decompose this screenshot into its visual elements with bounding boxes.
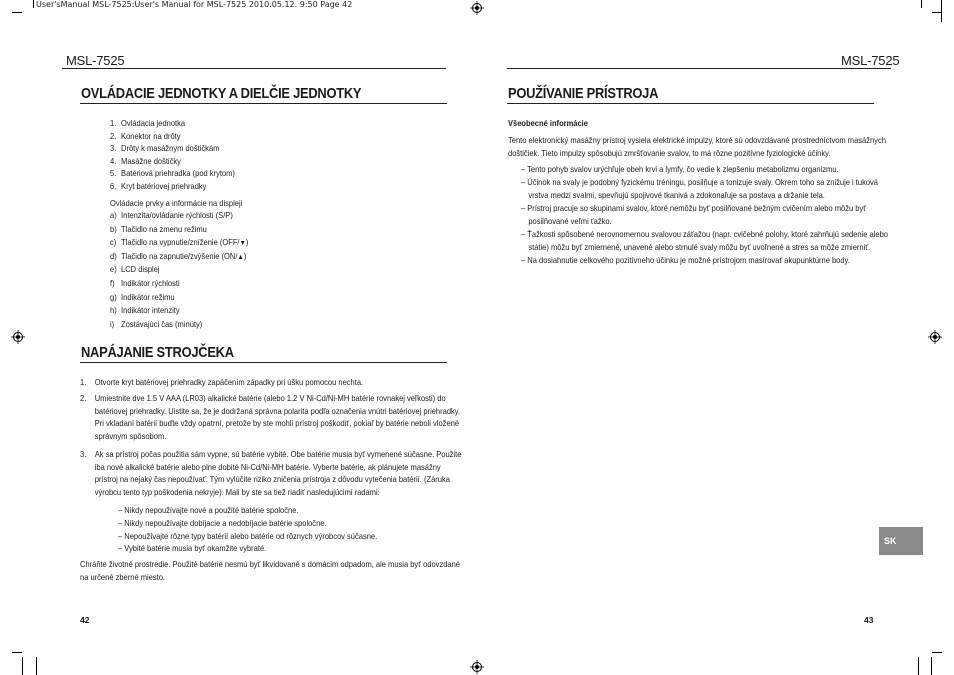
bullet-item: – Tento pohyb svalov urýchľuje obeh krvi a lymfy, čo vedie k zlepšeniu metabolizmu organizmu. (521, 165, 839, 174)
list-item: h) Indikátor intenzity (110, 306, 180, 316)
list-item: 3. Drôty k masážnym doštičkám (110, 144, 220, 153)
paragraph-line: na určené zberné miesto. (80, 572, 165, 582)
registration-mark-icon (470, 660, 484, 674)
language-tab: SK (879, 527, 923, 555)
crop-mark (921, 0, 922, 8)
list-item-continued: prístroj na nejaký čas nepoužívať. Tým vylúčite riziko zničenia prístroja z dôvodu vytečenia batérií. (Záruka (94, 475, 450, 484)
paragraph-line: Tento elektronický masážny prístroj vysiela elektrické impulzy, ktoré sú odovzdávané prostredníctvom masážnych (508, 136, 886, 145)
model-label-left: MSL-7525 (66, 53, 125, 68)
list-item-continued: batériovej priehradky. Uistite sa, že je dodržaná správna polarita podľa označenia vnútri batériovej priehradky. (94, 406, 461, 416)
list-item: 4. Masážne doštičky (110, 156, 181, 166)
header-rule-left (62, 68, 446, 69)
bullet-item: – Ťažkosti spôsobené nerovnomernou svalovou záťažou (napr. cvičebné polohy, ktoré zahrňujú sedenie alebo (521, 230, 888, 239)
header-rule-right (507, 68, 891, 69)
section-rule (80, 103, 447, 104)
crop-mark (12, 652, 22, 653)
list-item: i) Zostávajúci čas (minúty) (110, 319, 203, 329)
section-title-power: NAPÁJANIE STROJČEKA (81, 344, 234, 361)
up-arrow-icon: ▲ (237, 253, 244, 261)
list-item-continued: výrobcu tento typ poškodenia nekryje). Mali by ste sa tiež riadiť nasledujúcimi radami: (94, 487, 380, 497)
list-item: 3. Ak sa prístroj počas použitia sám vypne, sú batérie vybité. Obe batérie musia byť vymenené súčasne. Použite (80, 450, 462, 459)
list-item: 6. Kryt batériovej priehradky (110, 181, 207, 191)
bullet-item-continued: vrstva medzi svalmi, spevňujú spojivové tkanivá a zdokonaľuje sa postava a držanie tela. (528, 191, 825, 200)
paragraph-line: Chráňte životné prostredie. Použité batérie nesmú byť likvidované s domácim odpadom, ale musia byť odovzdané (80, 560, 460, 569)
crop-mark (33, 0, 34, 8)
section-rule (80, 362, 447, 363)
bullet-item: – Účinok na svaly je podobný fyzickému tréningu, posilňuje a tonizuje svaly. Okrem toho sa znižuje i tuková (521, 178, 879, 187)
list-item: b) Tlačidlo na zmenu režimu (110, 224, 207, 234)
page-number-right: 43 (864, 615, 874, 625)
crop-mark (22, 657, 23, 675)
warning-item: – Nepoužívajte rôzne typy batérií alebo batérie od rôznych výrobcov súčasne. (118, 531, 378, 541)
crop-mark (918, 657, 919, 675)
list-item: d) Tlačidlo na zapnutie/zvýšenie (ON/▲) (110, 251, 247, 261)
list-item: 2. Umiestnite dve 1.5 V AAA (LR03) alkalické batérie (alebo 1.2 V Ni-Cd/Ni-MH batérie rovnakej veľkosti) do (80, 394, 446, 403)
down-arrow-icon: ▼ (239, 240, 246, 248)
bullet-item: – Na dosiahnutie celkového pozitívneho účinku je možné prístrojom masírovať akupunktúrne body. (521, 256, 850, 265)
bullet-item: – Prístroj pracuje so skupinami svalov, ktoré nemôžu byť posilňované bežným cvičením alebo môžu byť (521, 204, 867, 213)
list-item-continued: správnym spôsobom. (94, 431, 167, 441)
list-item: g) Indikátor režimu (110, 292, 175, 302)
list-item: e) LCD displej (110, 265, 160, 275)
crop-mark (36, 657, 37, 675)
list-item: c) Tlačidlo na vypnutie/zníženie (OFF/▼) (110, 238, 249, 248)
controls-intro: Ovládacie prvky a informácie na displeji (110, 199, 243, 208)
list-item: 1. Ovládacia jednotka (110, 119, 186, 128)
crop-mark (932, 652, 942, 653)
section-title-usage: POUŽÍVANIE PRÍSTROJA (508, 85, 659, 102)
file-header: User'sManual MSL-7525:User's Manual for MSL-7525 2010.05.12. 9:50 Page 42 (36, 0, 353, 9)
crop-mark (931, 657, 932, 675)
bullet-item-continued: státie) môžu byť zmiernené, unavené alebo strnulé svaly môžu byť uvoľnené a stres sa môže zmierniť. (528, 243, 871, 252)
list-item: f) Indikátor rýchlosti (110, 279, 180, 288)
crop-mark (12, 12, 22, 13)
crop-mark (941, 0, 942, 22)
warning-item: – Nikdy nepoužívajte nové a použité batérie spoločne. (118, 506, 299, 515)
subheading-general: Všeobecné informácie (508, 119, 588, 128)
bullet-item-continued: posilňované veľmi ťažko. (528, 217, 612, 226)
section-rule (507, 103, 874, 104)
registration-mark-icon (11, 330, 25, 344)
model-label-right: MSL-7525 (841, 53, 900, 68)
list-item-continued: Pri vkladaní batérií buďte vždy opatrní, pretože by ste mohli prístroj poškodiť, pokiaľ by batérie neboli vložené (94, 419, 460, 428)
list-item: 1. Otvorte kryt batériovej priehradky zapáčením západky pri úšku pomocou nechta. (80, 378, 364, 387)
section-title-controls: OVLÁDACIE JEDNOTKY A DIELČIE JEDNOTKY (81, 85, 362, 102)
list-item-continued: iba nové alkalické batérie alebo plne dobité Ni-Cd/Ni-MH batérie. Vyberte batérie, ak plánujete masážny (94, 462, 441, 472)
registration-mark-icon (470, 1, 484, 15)
list-item: 2. Konektor na drôty (110, 131, 181, 141)
paragraph-line: doštičiek. Tieto impulzy spôsobujú zmršťovanie svalov, to má rôzne pozitívne fyziologické účinky. (508, 149, 831, 158)
registration-mark-icon (928, 330, 942, 344)
list-item: 5. Batériová priehradka (pod krytom) (110, 169, 235, 178)
page-number-left: 42 (80, 615, 90, 625)
list-item: a) Intenzita/ovládanie rýchlosti (S/P) (110, 211, 233, 220)
warning-item: – Nikdy nepoužívajte dobíjacie a nedobíjacie batérie spoločne. (118, 518, 327, 528)
warning-item: – Vybité batérie musia byť okamžite vybraté. (118, 544, 267, 554)
